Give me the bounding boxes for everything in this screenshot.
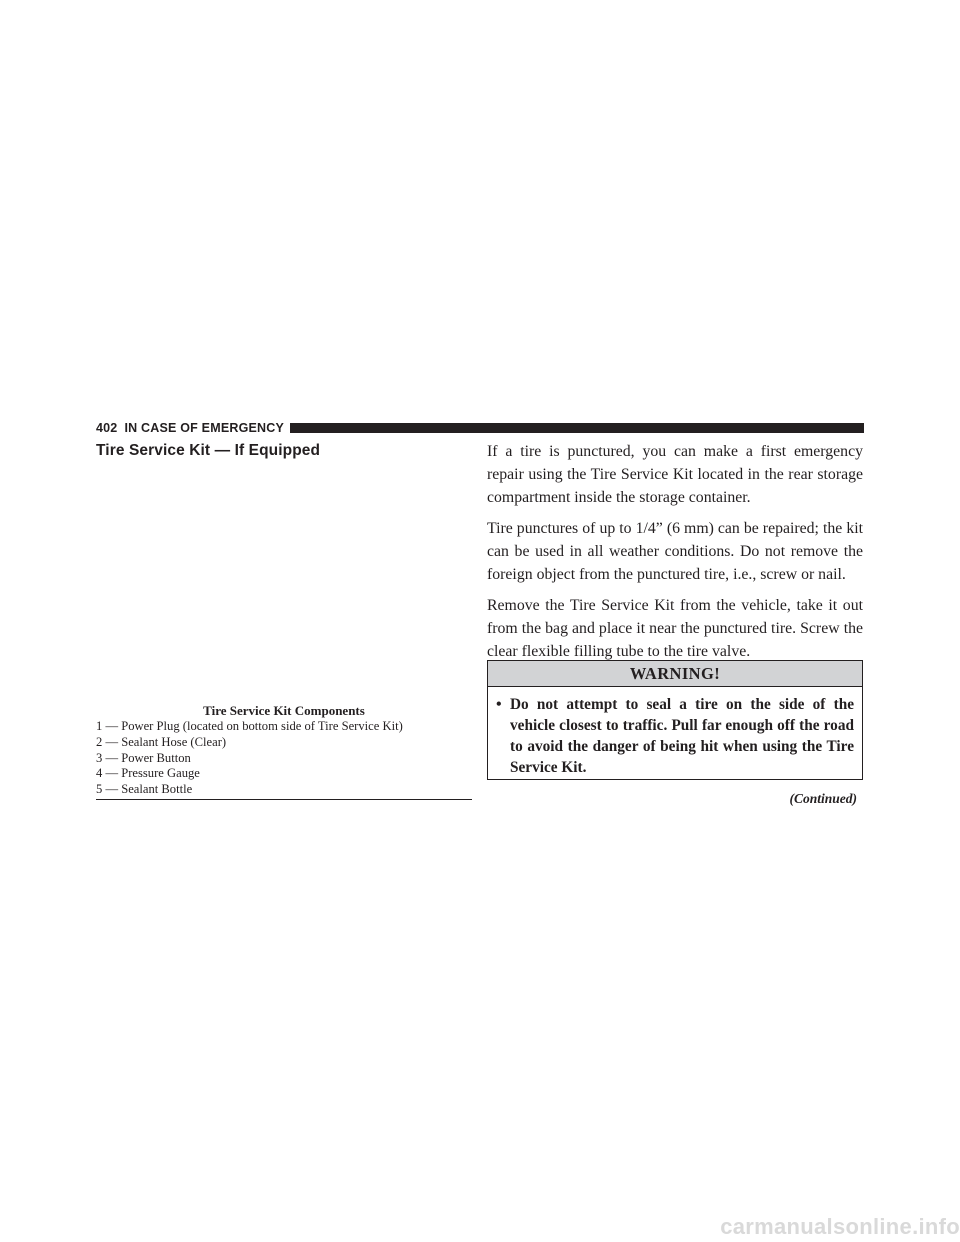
caption-item: 2 — Sealant Hose (Clear) bbox=[96, 734, 227, 749]
figure-image-area bbox=[96, 470, 472, 666]
warning-body bbox=[488, 687, 862, 778]
section-title: Tire Service Kit — If Equipped bbox=[96, 442, 321, 459]
figure-caption bbox=[96, 702, 472, 798]
caption-title: Tire Service Kit Components bbox=[203, 703, 365, 718]
page-header bbox=[96, 421, 864, 435]
warning-box bbox=[487, 660, 863, 780]
watermark: carmanualsonline.info bbox=[720, 1214, 960, 1239]
bullet-icon: • bbox=[496, 696, 502, 713]
paragraph: Remove the Tire Service Kit from the vehicle, take it out from the bag and place it near the punctured tire. Screw the clear flexible filling tube to the tire valve. bbox=[487, 597, 863, 660]
warning-title: WARNING! bbox=[488, 661, 862, 687]
caption-item: 1 — Power Plug (located on bottom side of Tire Service Kit) bbox=[96, 719, 403, 733]
page-number: 402 bbox=[96, 421, 118, 435]
section-name: IN CASE OF EMERGENCY bbox=[124, 421, 285, 435]
caption-item: 5 — Sealant Bottle bbox=[96, 782, 193, 797]
warning-text: Do not attempt to seal a tire on the side of the vehicle closest to traffic. Pull far enough off the road to avoid the danger of being hit when using the Tire Service Kit. bbox=[510, 696, 854, 776]
body-text bbox=[487, 440, 863, 671]
continued-label: (Continued) bbox=[789, 791, 857, 806]
caption-item: 4 — Pressure Gauge bbox=[96, 766, 200, 781]
paragraph: Tire punctures of up to 1/4” (6 mm) can be repaired; the kit can be used in all weather conditions. Do not remove the foreign object from the punctured tire, i.e., screw or nail. bbox=[487, 520, 863, 583]
paragraph: If a tire is punctured, you can make a first emergency repair using the Tire Service Kit located in the rear storage compartment inside the storage container. bbox=[487, 443, 863, 506]
caption-item: 3 — Power Button bbox=[96, 750, 191, 765]
header-rule bbox=[290, 423, 864, 433]
caption-rule bbox=[96, 799, 472, 800]
